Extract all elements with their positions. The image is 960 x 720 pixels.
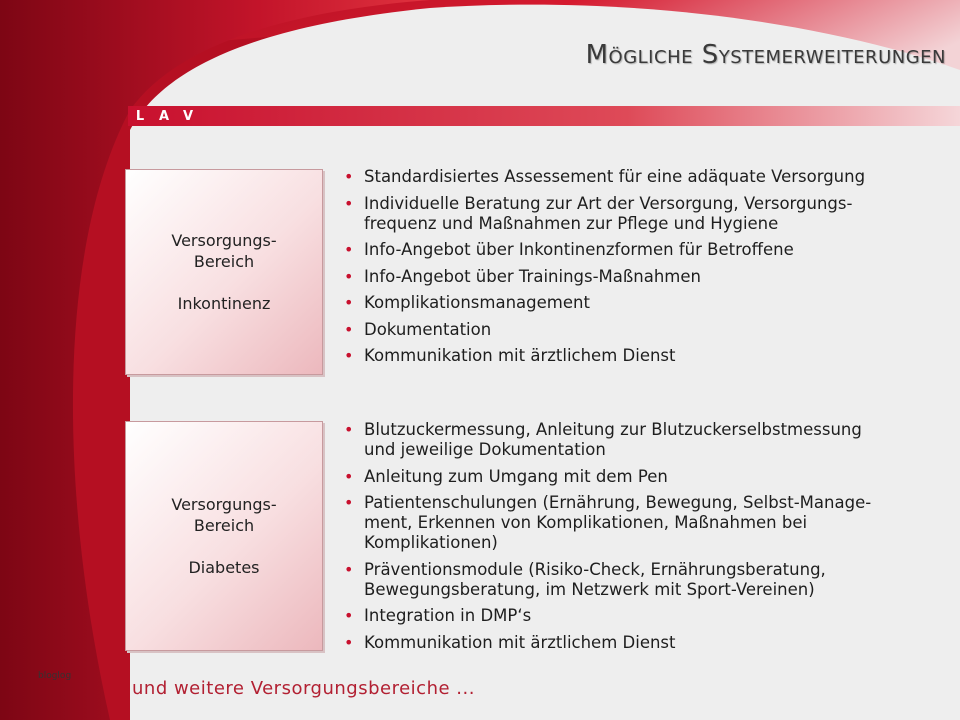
box-label-line2: Bereich (193, 516, 255, 535)
logo-letter-v: V (182, 108, 194, 124)
bullet-item: • Kommunikation mit ärztlichem Dienst (340, 346, 865, 366)
bullet-item: • Standardisiertes Assessement für eine adäquate Versorgung (340, 167, 865, 187)
box-label-line1: Versorgungs- (171, 495, 277, 514)
bullet-item: • Patientenschulungen (Ernährung, Bewegung, Selbst-Manage- ment, Erkennen von Komplikationen, Maßnahmen bei Komplikationen) (340, 493, 871, 553)
box-label-line2: Bereich (193, 252, 255, 271)
bullet-item: • Komplikationsmanagement (340, 293, 865, 313)
category-box-diabetes (125, 421, 323, 651)
bullet-item: • Präventionsmodule (Risiko-Check, Ernährungsberatung, Bewegungsberatung, im Netzwerk mit Sport-Vereinen) (340, 560, 871, 600)
footer-text: und weitere Versorgungsbereiche ... (132, 678, 475, 699)
bullet-list-diabetes (340, 420, 871, 659)
bullet-item: • Anleitung zum Umgang mit dem Pen (340, 467, 871, 487)
bullet-item: • Info-Angebot über Trainings-Maßnahmen (340, 267, 865, 287)
bullet-item: • Blutzuckermessung, Anleitung zur Blutzuckerselbstmessung und jeweilige Dokumentation (340, 420, 871, 460)
page-title (586, 40, 946, 70)
category-box-inkontinenz (125, 169, 323, 375)
watermark: bloglog (38, 671, 72, 681)
bullet-item: • Kommunikation mit ärztlichem Dienst (340, 633, 871, 653)
title-text: Mögliche Systemerweiterungen (585, 40, 946, 70)
box-category-name: Diabetes (188, 558, 260, 577)
bullet-item: • Integration in DMP‘s (340, 606, 871, 626)
logo-letter-a: A (158, 108, 170, 124)
bullet-item: • Dokumentation (340, 320, 865, 340)
lav-logo (128, 106, 200, 126)
bullet-item: • Individuelle Beratung zur Art der Versorgung, Versorgungs- frequenz und Maßnahmen zur Pflege und Hygiene (340, 194, 865, 234)
box-label-line1: Versorgungs- (171, 231, 277, 250)
logo-letter-l: L (135, 108, 145, 124)
box-category-name: Inkontinenz (177, 294, 271, 313)
bullet-item: • Info-Angebot über Inkontinenzformen für Betroffene (340, 240, 865, 260)
bullet-list-inkontinenz (340, 167, 865, 373)
logo-bar (128, 106, 960, 126)
